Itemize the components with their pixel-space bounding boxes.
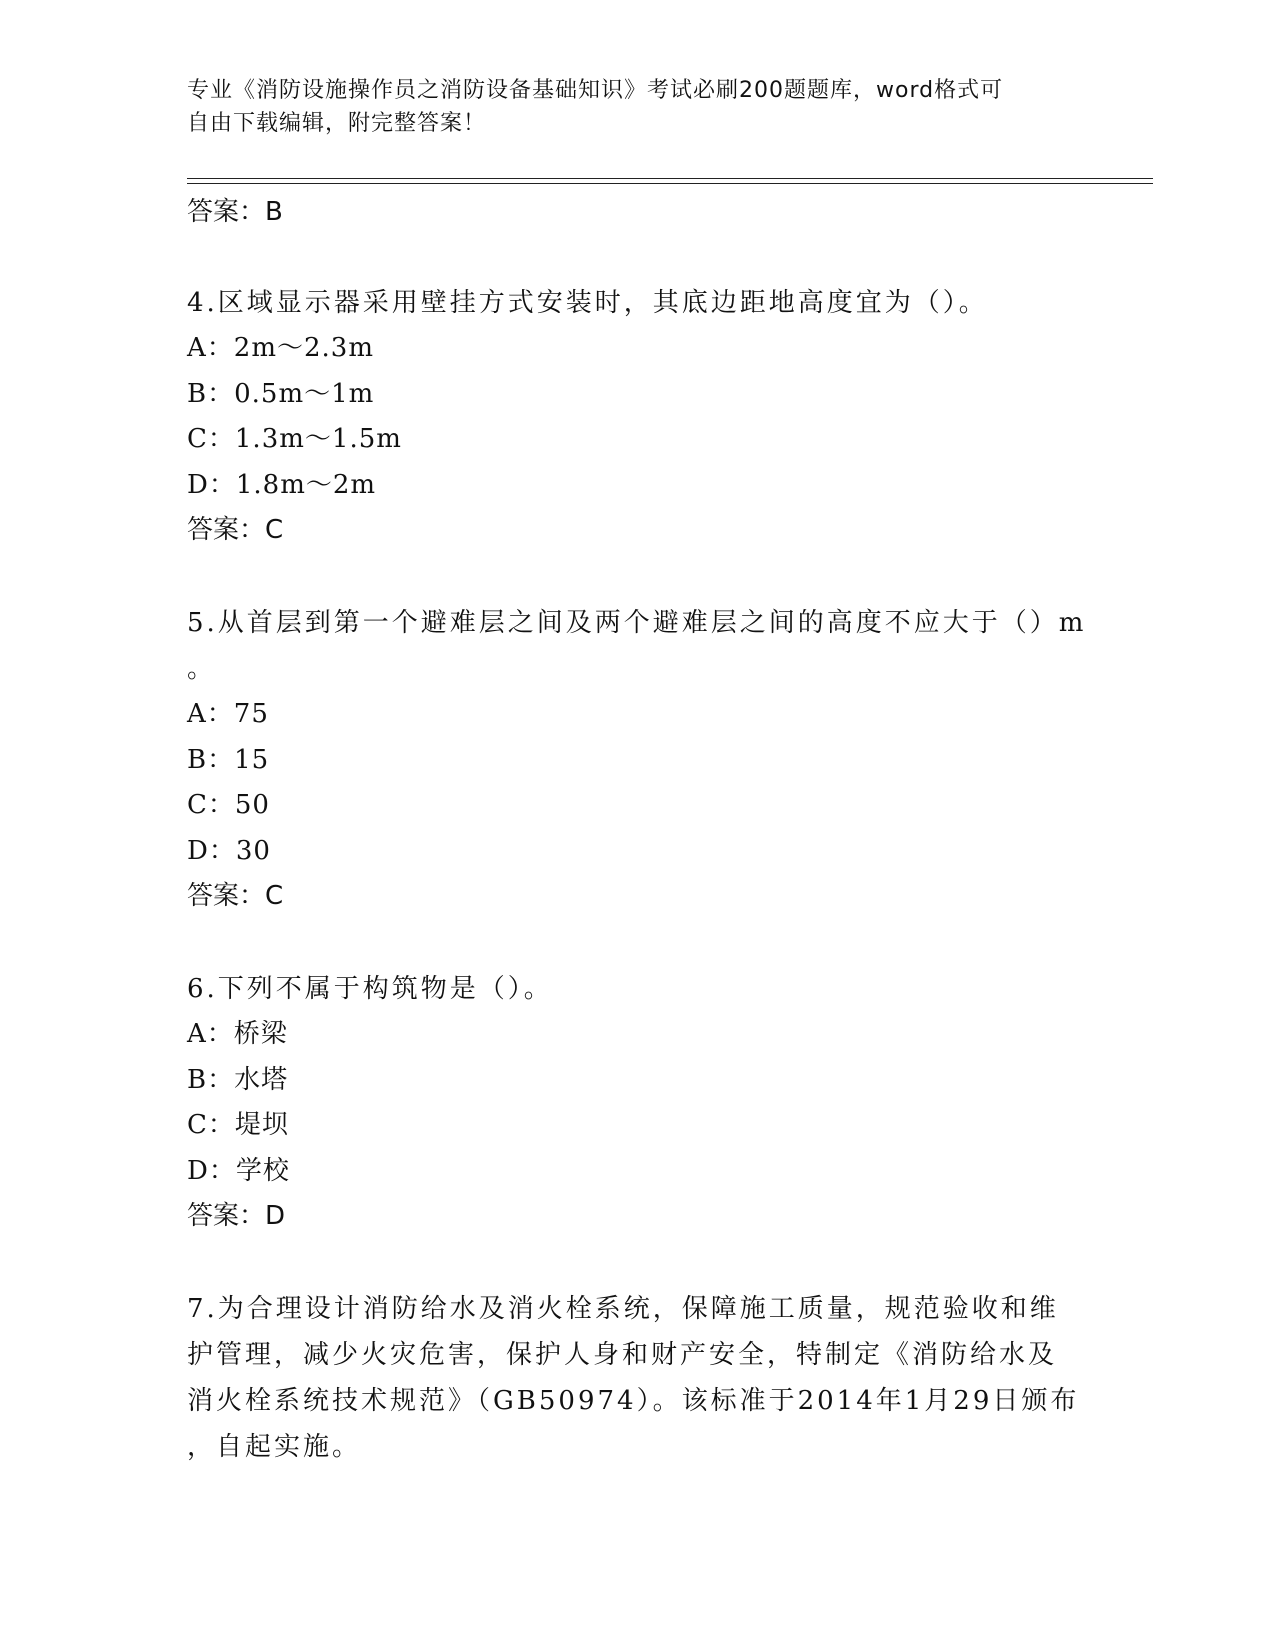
question-7-text-line-1: 7.为合理设计消防给水及消火栓系统，保障施工质量，规范验收和维	[187, 1294, 1059, 1324]
question-6-option-d: D：学校	[187, 1155, 290, 1186]
header-divider-top	[187, 178, 1153, 179]
question-5-text-line-2: 。	[187, 654, 217, 684]
question-5	[187, 600, 1087, 918]
question-7-text-line-2: 护管理，减少火灾危害，保护人身和财产安全，特制定《消防给水及	[187, 1340, 1058, 1370]
question-5-option-a: A：75	[187, 699, 269, 729]
question-5-option-d: D：30	[187, 835, 271, 866]
question-list	[187, 190, 1087, 1470]
question-4-answer: 答案：C	[187, 515, 284, 545]
answer-prev: 答案：B	[187, 197, 283, 227]
page-header	[187, 74, 1067, 140]
question-4-option-b: B：0.5m～1m	[187, 378, 375, 409]
question-6	[187, 966, 1087, 1238]
question-4-text: 4.区域显示器采用壁挂方式安装时，其底边距地高度宜为（）。	[187, 288, 988, 318]
question-7-text-line-4: ，自起实施。	[187, 1432, 362, 1462]
question-4	[187, 280, 1087, 552]
question-7	[187, 1286, 1087, 1470]
header-line-2: 自由下载编辑，附完整答案！	[187, 111, 487, 136]
question-7-text-line-3: 消火栓系统技术规范》（GB50974）。该标准于2014年1月29日颁布	[187, 1386, 1080, 1416]
question-4-option-d: D：1.8m～2m	[187, 469, 377, 500]
question-6-option-b: B：水塔	[187, 1064, 289, 1095]
header-line-1: 专业《消防设施操作员之消防设备基础知识》考试必刷200题题库，word格式可	[187, 78, 1004, 103]
question-6-answer: 答案：D	[187, 1201, 286, 1231]
question-5-answer: 答案：C	[187, 881, 284, 911]
question-5-option-c: C：50	[187, 790, 270, 820]
question-6-option-c: C：堤坝	[187, 1110, 289, 1140]
question-6-option-a: A：桥梁	[187, 1019, 288, 1049]
header-divider-bottom	[187, 183, 1153, 184]
question-6-text: 6.下列不属于构筑物是（）。	[187, 974, 553, 1004]
question-5-text-line-1: 5.从首层到第一个避难层之间及两个避难层之间的高度不应大于（）m	[187, 608, 1087, 638]
question-4-option-a: A：2m～2.3m	[187, 333, 374, 363]
question-4-option-c: C：1.3m～1.5m	[187, 424, 402, 454]
question-5-option-b: B：15	[187, 744, 270, 775]
